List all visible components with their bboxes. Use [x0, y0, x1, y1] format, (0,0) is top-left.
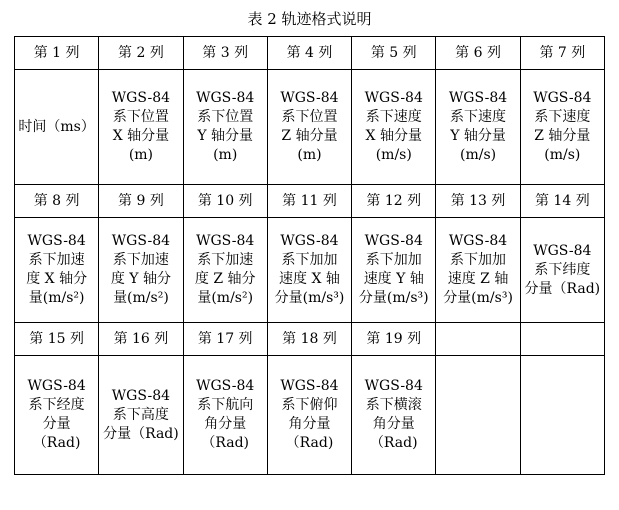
column-header: 第 15 列	[15, 323, 99, 356]
cell-description: 时间（ms）	[18, 118, 95, 135]
cell-description: WGS-84 系下加速 度 Z 轴分 量(m/s²)	[194, 233, 256, 306]
table-cell	[352, 70, 436, 185]
empty-cell	[436, 323, 520, 356]
cell-description: WGS-84 系下经度 分量 （Rad)	[27, 378, 86, 451]
cell-description: WGS-84 系下速度 Z 轴分量 (m/s)	[533, 90, 592, 163]
column-header: 第 10 列	[183, 185, 267, 218]
column-header: 第 11 列	[267, 185, 351, 218]
table-cell	[520, 218, 604, 323]
table-cell	[99, 70, 183, 185]
column-header: 第 14 列	[520, 185, 604, 218]
table-cell	[15, 218, 99, 323]
cell-description: WGS-84 系下纬度 分量（Rad)	[524, 242, 601, 297]
cell-description: WGS-84 系下加加 速度 X 轴 分量(m/s³)	[274, 233, 345, 306]
column-header: 第 17 列	[183, 323, 267, 356]
table-cell	[15, 70, 99, 185]
table-cell	[99, 218, 183, 323]
table-cell	[183, 356, 267, 475]
column-header: 第 7 列	[520, 37, 604, 70]
cell-description: WGS-84 系下位置 Z 轴分量 (m)	[280, 90, 339, 163]
column-header: 第 16 列	[99, 323, 183, 356]
table-cell	[352, 356, 436, 475]
cell-description: WGS-84 系下横滚 角分量 （Rad)	[364, 378, 423, 451]
column-header: 第 2 列	[99, 37, 183, 70]
column-header: 第 12 列	[352, 185, 436, 218]
column-header: 第 1 列	[15, 37, 99, 70]
cell-description: WGS-84 系下高度 分量（Rad)	[103, 387, 179, 442]
table-row-header-2	[15, 185, 605, 218]
cell-description: WGS-84 系下位置 X 轴分量 (m)	[111, 90, 171, 163]
cell-description: WGS-84 系下加加 速度 Y 轴 分量(m/s³)	[358, 233, 429, 306]
column-header: 第 18 列	[267, 323, 351, 356]
table-cell	[267, 218, 351, 323]
empty-cell	[520, 323, 604, 356]
column-header: 第 8 列	[15, 185, 99, 218]
table-cell	[352, 218, 436, 323]
cell-description: WGS-84 系下速度 X 轴分量 (m/s)	[364, 90, 423, 163]
empty-cell	[436, 356, 520, 475]
column-header: 第 5 列	[352, 37, 436, 70]
table-cell	[15, 356, 99, 475]
cell-description: WGS-84 系下俯仰 角分量 （Rad)	[280, 378, 339, 451]
column-header: 第 3 列	[183, 37, 267, 70]
table-row-content-1	[15, 70, 605, 185]
table-row-content-3	[15, 356, 605, 475]
table-cell	[267, 356, 351, 475]
table-cell	[183, 70, 267, 185]
table-row-header-1	[15, 37, 605, 70]
table-cell	[436, 218, 520, 323]
table-cell	[267, 70, 351, 185]
column-header: 第 6 列	[436, 37, 520, 70]
empty-cell	[520, 356, 604, 475]
column-header: 第 4 列	[267, 37, 351, 70]
table-row-content-2	[15, 218, 605, 323]
cell-description: WGS-84 系下航向 角分量 （Rad)	[196, 378, 255, 451]
table-row-header-3	[15, 323, 605, 356]
cell-description: WGS-84 系下加速 度 Y 轴分 量(m/s²)	[110, 233, 171, 306]
cell-description: WGS-84 系下加加 速度 Z 轴 分量(m/s³)	[443, 233, 513, 306]
column-header: 第 9 列	[99, 185, 183, 218]
table-cell	[520, 70, 604, 185]
cell-description: WGS-84 系下位置 Y 轴分量 (m)	[196, 90, 255, 163]
table-cell	[436, 70, 520, 185]
table-cell	[99, 356, 183, 475]
cell-description: WGS-84 系下加速 度 X 轴分 量(m/s²)	[26, 233, 88, 306]
column-header: 第 13 列	[436, 185, 520, 218]
table-cell	[183, 218, 267, 323]
table-caption: 表 2 轨迹格式说明	[247, 10, 372, 28]
trajectory-format-table	[14, 36, 605, 475]
column-header: 第 19 列	[352, 323, 436, 356]
cell-description: WGS-84 系下速度 Y 轴分量 (m/s)	[448, 90, 508, 163]
